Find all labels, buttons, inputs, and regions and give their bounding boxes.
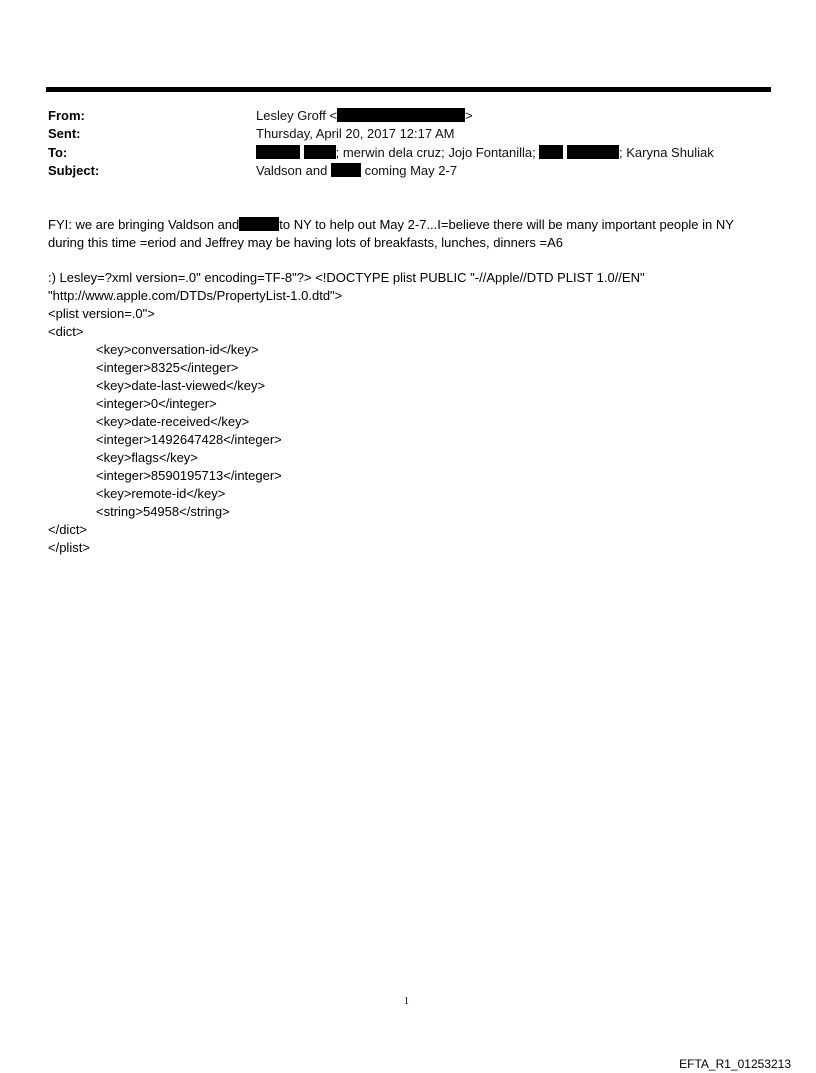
plist-line: "http://www.apple.com/DTDs/PropertyList-1.0.dtd"> [48, 288, 343, 303]
subject-value [256, 163, 457, 178]
from-name: Lesley Groff < [256, 108, 338, 123]
document-id: EFTA_R1_01253213 [679, 1057, 791, 1071]
plist-line: </plist> [48, 540, 90, 555]
redaction-box [567, 145, 619, 159]
to-value [256, 145, 714, 160]
plist-line: <plist version=.0"> [48, 306, 155, 321]
plist-entry: <key>date-last-viewed</key> [96, 378, 266, 393]
subject-pre: Valdson and [256, 163, 328, 178]
header-divider [46, 87, 771, 92]
body-line-1-post: to NY to help out May 2-7...I=believe there will be many important people in NY [279, 217, 734, 232]
subject-label: Subject: [48, 163, 100, 178]
plist-entry: <integer>8325</integer> [96, 360, 239, 375]
plist-entry: <string>54958</string> [96, 504, 230, 519]
plist-entry: <integer>8590195713</integer> [96, 468, 282, 483]
plist-line: </dict> [48, 522, 88, 537]
body-line-2: during this time =eriod and Jeffrey may be having lots of breakfasts, lunches, dinners =A6 [48, 235, 563, 250]
page-number: 1 [404, 996, 409, 1007]
redaction-box [337, 108, 465, 122]
plist-line: <dict> [48, 324, 84, 339]
to-label: To: [48, 145, 68, 160]
body-line-1 [48, 217, 734, 232]
redaction-box [331, 163, 361, 177]
redaction-box [256, 145, 300, 159]
sent-value: Thursday, April 20, 2017 12:17 AM [256, 126, 455, 141]
plist-entry: <key>remote-id</key> [96, 486, 226, 501]
plist-line: :) Lesley=?xml version=.0" encoding=TF-8"?> <!DOCTYPE plist PUBLIC "-//Apple//DTD PLIST 1.0//EN" [48, 270, 645, 285]
body-line-1-pre: FYI: we are bringing Valdson and [48, 217, 240, 232]
redaction-box [304, 145, 336, 159]
subject-post: coming May 2-7 [364, 163, 458, 178]
plist-entry: <integer>1492647428</integer> [96, 432, 282, 447]
plist-entry: <integer>0</integer> [96, 396, 217, 411]
from-close: > [465, 108, 473, 123]
to-recipients-1: ; merwin dela cruz; Jojo Fontanilla; [335, 145, 536, 160]
from-label: From: [48, 108, 85, 123]
plist-entry: <key>conversation-id</key> [96, 342, 259, 357]
sent-label: Sent: [48, 126, 81, 141]
from-value [256, 108, 473, 123]
to-recipients-2: ; Karyna Shuliak [619, 145, 714, 160]
redaction-box [539, 145, 563, 159]
redaction-box [239, 217, 279, 231]
plist-entry: <key>flags</key> [96, 450, 198, 465]
plist-entry: <key>date-received</key> [96, 414, 250, 429]
